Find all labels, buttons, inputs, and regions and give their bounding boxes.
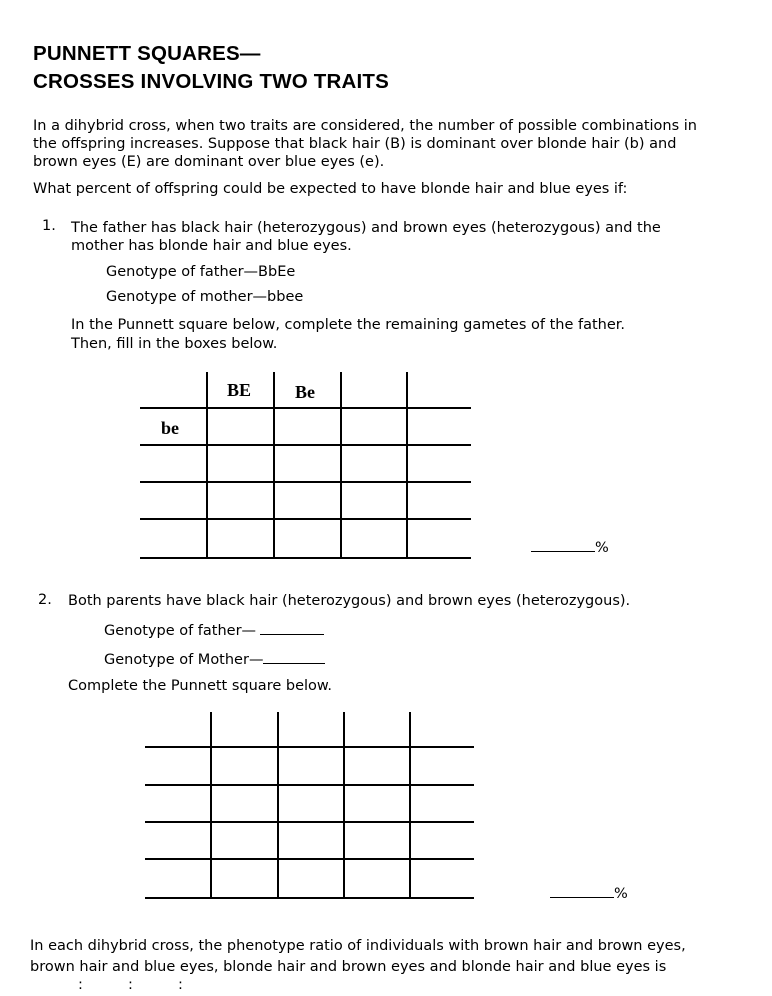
father-genotype-blank[interactable] (260, 622, 324, 635)
q2-mother-genotype (104, 651, 325, 668)
grid-line (140, 444, 471, 446)
grid-line (140, 481, 471, 483)
grid-line (140, 557, 471, 559)
grid-line (145, 858, 474, 860)
intro-line-1: In a dihybrid cross, when two traits are considered, the number of possible combinations in (33, 118, 697, 134)
grid-line (273, 372, 275, 558)
closing-line-1: In each dihybrid cross, the phenotype ratio of individuals with brown hair and brown eyes, (30, 938, 686, 954)
grid-line (340, 372, 342, 558)
grid-line (140, 407, 471, 409)
grid-line (145, 821, 474, 823)
intro-line-2: the offspring increases. Suppose that black hair (B) is dominant over blonde hair (b) and (33, 136, 677, 152)
q1-line-2: mother has blonde hair and blue eyes. (71, 238, 352, 254)
q2-mother-label: Genotype of Mother— (104, 652, 264, 668)
q1-instruction-1: In the Punnett square below, complete the remaining gametes of the father. (71, 317, 626, 333)
grid-line (409, 712, 411, 898)
grid-line (145, 897, 474, 899)
q2-father-label: Genotype of father— (104, 623, 257, 639)
grid-line (277, 712, 279, 898)
q1-col-header: BE (227, 380, 252, 400)
q1-answer-field[interactable] (531, 539, 609, 556)
grid-line (406, 372, 408, 558)
title-line-2: CROSSES INVOLVING TWO TRAITS (33, 70, 390, 93)
ratio-separator: : (78, 977, 83, 993)
mother-genotype-blank[interactable] (263, 651, 325, 664)
q2-answer-field[interactable] (550, 885, 628, 902)
q1-line-1: The father has black hair (heterozygous) and brown eyes (heterozygous) and the (71, 220, 661, 236)
percent-sign: % (595, 540, 609, 556)
grid-line (210, 712, 212, 898)
q2-father-genotype (104, 622, 324, 639)
percent-sign: % (614, 886, 628, 902)
grid-line (145, 784, 474, 786)
q1-mother-genotype: Genotype of mother—bbee (106, 289, 304, 305)
q2-number: 2. (38, 592, 52, 608)
grid-line (343, 712, 345, 898)
q1-row-header: be (161, 418, 179, 438)
grid-line (140, 518, 471, 520)
ratio-separator: : (178, 977, 183, 993)
ratio-separator: : (128, 977, 133, 993)
q2-line-1: Both parents have black hair (heterozygous) and brown eyes (heterozygous). (68, 593, 631, 609)
title-line-1: PUNNETT SQUARES— (33, 42, 261, 65)
intro-line-3: brown eyes (E) are dominant over blue eyes (e). (33, 154, 385, 170)
q1-instruction-2: Then, fill in the boxes below. (71, 336, 278, 352)
closing-line-2: brown hair and blue eyes, blonde hair and brown eyes and blonde hair and blue eyes is (30, 959, 667, 975)
grid-line (145, 746, 474, 748)
intro-question: What percent of offspring could be expected to have blonde hair and blue eyes if: (33, 181, 628, 197)
q1-number: 1. (42, 218, 56, 234)
grid-line (206, 372, 208, 558)
q1-father-genotype: Genotype of father—BbEe (106, 264, 296, 280)
q2-instruction: Complete the Punnett square below. (68, 678, 333, 694)
q1-col-header: Be (295, 382, 315, 402)
